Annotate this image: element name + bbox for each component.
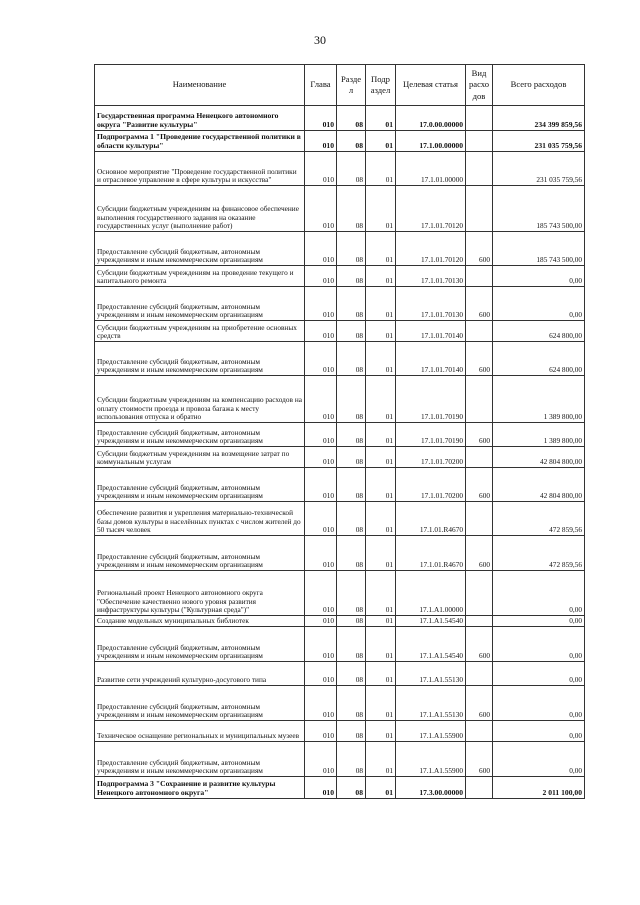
cell-glava: 010 [305,571,337,616]
cell-glava: 010 [305,342,337,376]
table-row [95,742,585,777]
cell-podrazdel: 01 [366,686,396,721]
cell-sum: 1 389 800,00 [493,423,585,447]
cell-podrazdel: 01 [366,777,396,799]
cell-name: Субсидии бюджетным учреждениям на приобретение основных средств [95,321,305,342]
cell-vid: 600 [466,232,493,266]
cell-sum: 2 011 100,00 [493,777,585,799]
cell-razdel: 08 [337,662,366,686]
cell-statya: 17.1.01.70130 [396,266,466,287]
cell-statya: 17.1.A1.55130 [396,662,466,686]
cell-vid [466,321,493,342]
table-row [95,686,585,721]
cell-statya: 17.1.00.00000 [396,131,466,152]
cell-statya: 17.1.01.70140 [396,342,466,376]
cell-vid: 600 [466,686,493,721]
header-vid: Вид расхо дов [466,65,493,106]
cell-name: Субсидии бюджетным учреждениям на возмещение затрат по коммунальным услугам [95,447,305,468]
cell-name: Субсидии бюджетным учреждениям на финансовое обеспечение выполнения государственного задания на оказание государственных услуг (выполнение работ) [95,186,305,232]
cell-statya: 17.1.A1.55130 [396,686,466,721]
cell-name: Предоставление субсидий бюджетным, автономным учреждениям и иным некоммерческим организациям [95,627,305,662]
cell-sum: 234 399 859,56 [493,106,585,131]
cell-razdel: 08 [337,321,366,342]
cell-name: Предоставление субсидий бюджетным, автономным учреждениям и иным некоммерческим организациям [95,232,305,266]
cell-vid [466,186,493,232]
cell-sum: 1 389 800,00 [493,376,585,423]
cell-razdel: 08 [337,627,366,662]
cell-sum: 0,00 [493,266,585,287]
cell-razdel: 08 [337,131,366,152]
cell-razdel: 08 [337,423,366,447]
cell-name: Субсидии бюджетным учреждениям на проведение текущего и капитального ремонта [95,266,305,287]
cell-razdel: 08 [337,186,366,232]
cell-name: Основное мероприятие "Проведение государственной политики и отраслевое управление в сфере культуры и искусства" [95,152,305,186]
budget-table [94,64,585,799]
header-name: Наименование [95,65,305,106]
cell-glava: 010 [305,627,337,662]
cell-sum: 472 859,56 [493,502,585,536]
cell-name: Региональный проект Ненецкого автономного округа "Обеспечение качественно нового уровня развития инфраструктуры культуры ("Культурная среда")" [95,571,305,616]
table-row [95,777,585,799]
table-row [95,502,585,536]
cell-name: Предоставление субсидий бюджетным, автономным учреждениям и иным некоммерческим организациям [95,536,305,571]
cell-statya: 17.1.01.R4670 [396,502,466,536]
cell-statya: 17.1.01.70120 [396,186,466,232]
cell-razdel: 08 [337,266,366,287]
cell-sum: 472 859,56 [493,536,585,571]
cell-razdel: 08 [337,721,366,742]
table-row [95,571,585,616]
cell-razdel: 08 [337,571,366,616]
cell-glava: 010 [305,777,337,799]
cell-vid: 600 [466,536,493,571]
table-row [95,721,585,742]
cell-sum: 185 743 500,00 [493,186,585,232]
table-row [95,447,585,468]
cell-razdel: 08 [337,777,366,799]
cell-statya: 17.1.01.70200 [396,447,466,468]
cell-podrazdel: 01 [366,287,396,321]
cell-podrazdel: 01 [366,266,396,287]
table-row [95,468,585,502]
cell-vid [466,721,493,742]
cell-podrazdel: 01 [366,232,396,266]
cell-podrazdel: 01 [366,536,396,571]
cell-podrazdel: 01 [366,627,396,662]
cell-sum: 0,00 [493,742,585,777]
cell-name: Предоставление субсидий бюджетным, автономным учреждениям и иным некоммерческим организациям [95,423,305,447]
cell-statya: 17.1.01.70120 [396,232,466,266]
cell-sum: 0,00 [493,686,585,721]
cell-sum: 231 035 759,56 [493,131,585,152]
cell-vid [466,131,493,152]
cell-name: Субсидии бюджетным учреждениям на компенсацию расходов на оплату стоимости проезда и провоза багажа к месту использования отпуска и обратно [95,376,305,423]
table-row [95,287,585,321]
cell-podrazdel: 01 [366,721,396,742]
cell-sum: 185 743 500,00 [493,232,585,266]
cell-sum: 0,00 [493,721,585,742]
cell-name: Предоставление субсидий бюджетным, автономным учреждениям и иным некоммерческим организациям [95,287,305,321]
cell-razdel: 08 [337,342,366,376]
cell-sum: 42 804 800,00 [493,468,585,502]
cell-glava: 010 [305,232,337,266]
cell-sum: 624 800,00 [493,321,585,342]
cell-podrazdel: 01 [366,502,396,536]
cell-statya: 17.1.A1.55900 [396,742,466,777]
header-podrazdel: Подр аздел [366,65,396,106]
cell-glava: 010 [305,502,337,536]
cell-glava: 010 [305,468,337,502]
cell-glava: 010 [305,662,337,686]
cell-sum: 0,00 [493,627,585,662]
table-row [95,627,585,662]
table-row [95,376,585,423]
cell-statya: 17.1.01.70200 [396,468,466,502]
cell-sum: 231 035 759,56 [493,152,585,186]
cell-podrazdel: 01 [366,571,396,616]
cell-podrazdel: 01 [366,321,396,342]
cell-name: Развитие сети учреждений культурно-досугового типа [95,662,305,686]
cell-name: Подпрограмма 1 "Проведение государственной политики в области культуры" [95,131,305,152]
table-row [95,186,585,232]
cell-podrazdel: 01 [366,131,396,152]
cell-podrazdel: 01 [366,186,396,232]
table-row [95,342,585,376]
cell-razdel: 08 [337,502,366,536]
cell-podrazdel: 01 [366,742,396,777]
cell-statya: 17.1.A1.54540 [396,627,466,662]
cell-statya: 17.1.A1.54540 [396,616,466,627]
cell-razdel: 08 [337,447,366,468]
cell-razdel: 08 [337,152,366,186]
cell-statya: 17.1.01.70130 [396,287,466,321]
cell-podrazdel: 01 [366,376,396,423]
cell-statya: 17.3.00.00000 [396,777,466,799]
cell-glava: 010 [305,106,337,131]
cell-name: Обеспечение развития и укрепления материально-технической базы домов культуры в населённых пунктах с числом жителей до 50 тысяч человек [95,502,305,536]
cell-glava: 010 [305,266,337,287]
cell-sum: 0,00 [493,616,585,627]
header-statya: Целевая статья [396,65,466,106]
cell-podrazdel: 01 [366,152,396,186]
table-row [95,321,585,342]
cell-statya: 17.1.01.00000 [396,152,466,186]
page-number: 30 [314,33,326,47]
table-row [95,662,585,686]
cell-vid [466,376,493,423]
cell-vid: 600 [466,287,493,321]
cell-glava: 010 [305,742,337,777]
table-row [95,131,585,152]
cell-podrazdel: 01 [366,106,396,131]
cell-name: Подпрограмма 3 "Сохранение и развитие культуры Ненецкого автономного округа" [95,777,305,799]
cell-podrazdel: 01 [366,662,396,686]
cell-glava: 010 [305,721,337,742]
cell-name: Предоставление субсидий бюджетным, автономным учреждениям и иным некоммерческим организациям [95,342,305,376]
cell-statya: 17.1.01.70190 [396,376,466,423]
cell-statya: 17.1.01.70140 [396,321,466,342]
cell-glava: 010 [305,447,337,468]
cell-statya: 17.1.A1.55900 [396,721,466,742]
cell-sum: 0,00 [493,662,585,686]
cell-vid [466,777,493,799]
cell-sum: 0,00 [493,571,585,616]
cell-statya: 17.1.01.70190 [396,423,466,447]
cell-razdel: 08 [337,106,366,131]
table-row [95,423,585,447]
cell-glava: 010 [305,686,337,721]
cell-name: Создание модельных муниципальных библиотек [95,616,305,627]
cell-podrazdel: 01 [366,342,396,376]
cell-glava: 010 [305,423,337,447]
cell-podrazdel: 01 [366,468,396,502]
cell-glava: 010 [305,152,337,186]
cell-name: Техническое оснащение региональных и муниципальных музеев [95,721,305,742]
cell-vid [466,616,493,627]
table-row [95,266,585,287]
table-row [95,232,585,266]
cell-vid: 600 [466,423,493,447]
table-row [95,152,585,186]
cell-razdel: 08 [337,232,366,266]
header-razdel: Разде л [337,65,366,106]
table-row [95,106,585,131]
cell-razdel: 08 [337,616,366,627]
cell-statya: 17.0.00.00000 [396,106,466,131]
cell-vid [466,571,493,616]
cell-glava: 010 [305,186,337,232]
cell-razdel: 08 [337,287,366,321]
cell-glava: 010 [305,616,337,627]
header-row [95,65,585,106]
cell-vid: 600 [466,342,493,376]
cell-razdel: 08 [337,536,366,571]
cell-vid [466,266,493,287]
cell-glava: 010 [305,287,337,321]
cell-vid: 600 [466,627,493,662]
cell-glava: 010 [305,376,337,423]
cell-name: Предоставление субсидий бюджетным, автономным учреждениям и иным некоммерческим организациям [95,468,305,502]
cell-glava: 010 [305,131,337,152]
header-sum: Всего расходов [493,65,585,106]
cell-vid [466,152,493,186]
cell-vid: 600 [466,742,493,777]
cell-vid [466,502,493,536]
cell-razdel: 08 [337,686,366,721]
cell-vid: 600 [466,468,493,502]
cell-sum: 624 800,00 [493,342,585,376]
cell-vid [466,106,493,131]
cell-razdel: 08 [337,742,366,777]
cell-statya: 17.1.A1.00000 [396,571,466,616]
cell-vid [466,662,493,686]
table-row [95,536,585,571]
cell-sum: 0,00 [493,287,585,321]
cell-statya: 17.1.01.R4670 [396,536,466,571]
cell-glava: 010 [305,321,337,342]
cell-name: Предоставление субсидий бюджетным, автономным учреждениям и иным некоммерческим организациям [95,742,305,777]
cell-podrazdel: 01 [366,423,396,447]
cell-name: Государственная программа Ненецкого автономного округа "Развитие культуры" [95,106,305,131]
cell-sum: 42 804 800,00 [493,447,585,468]
cell-razdel: 08 [337,376,366,423]
cell-vid [466,447,493,468]
cell-razdel: 08 [337,468,366,502]
header-glava: Глава [305,65,337,106]
cell-glava: 010 [305,536,337,571]
cell-podrazdel: 01 [366,616,396,627]
cell-name: Предоставление субсидий бюджетным, автономным учреждениям и иным некоммерческим организациям [95,686,305,721]
table-row [95,616,585,627]
cell-podrazdel: 01 [366,447,396,468]
